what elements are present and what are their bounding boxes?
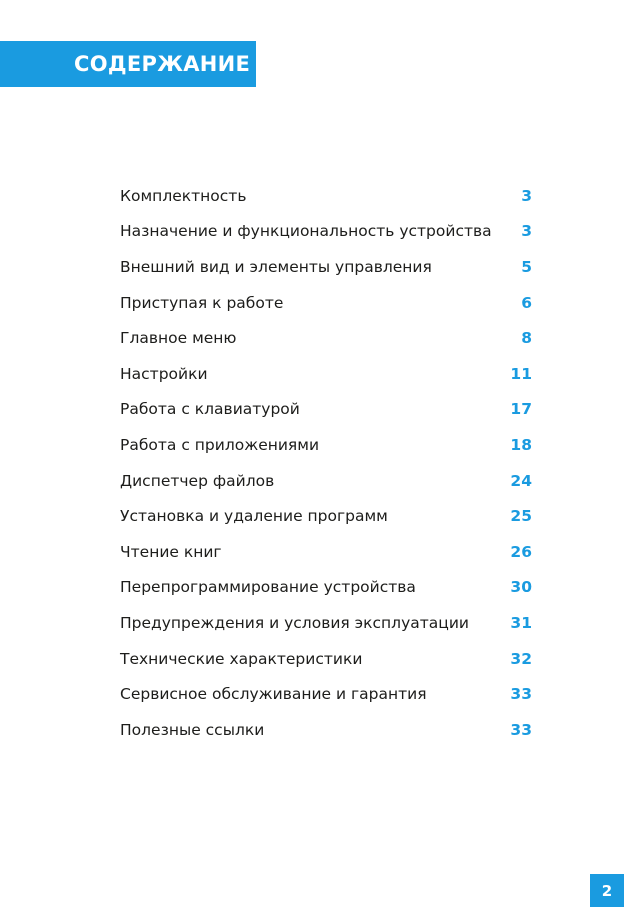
- toc-entry-page[interactable]: 18: [510, 435, 532, 454]
- toc-row[interactable]: [120, 320, 532, 356]
- toc-entry-page[interactable]: 8: [521, 329, 532, 348]
- toc-row[interactable]: [120, 605, 532, 641]
- toc-entry-label[interactable]: Технические характеристики: [120, 649, 363, 668]
- toc-entry-label[interactable]: Назначение и функциональность устройства: [120, 222, 492, 241]
- toc-entry-label[interactable]: Внешний вид и элементы управления: [120, 257, 432, 276]
- table-of-contents: [120, 178, 532, 748]
- toc-entry-label[interactable]: Комплектность: [120, 186, 247, 205]
- toc-entry-page[interactable]: 3: [521, 222, 532, 241]
- toc-entry-page[interactable]: 26: [510, 542, 532, 561]
- page-title: СОДЕРЖАНИЕ: [74, 52, 251, 76]
- toc-entry-label[interactable]: Настройки: [120, 364, 208, 383]
- toc-row[interactable]: [120, 641, 532, 677]
- toc-row[interactable]: [120, 534, 532, 570]
- toc-row[interactable]: [120, 712, 532, 748]
- toc-entry-page[interactable]: 32: [510, 649, 532, 668]
- toc-row[interactable]: [120, 427, 532, 463]
- toc-entry-label[interactable]: Предупреждения и условия эксплуатации: [120, 613, 469, 632]
- toc-entry-page[interactable]: 17: [510, 400, 532, 419]
- page-number: 2: [601, 881, 613, 900]
- toc-entry-page[interactable]: 5: [521, 257, 532, 276]
- toc-entry-label[interactable]: Приступая к работе: [120, 293, 284, 312]
- toc-entry-label[interactable]: Работа с клавиатурой: [120, 400, 300, 419]
- toc-row[interactable]: [120, 285, 532, 321]
- toc-row[interactable]: [120, 392, 532, 428]
- toc-entry-label[interactable]: Диспетчер файлов: [120, 471, 275, 490]
- toc-entry-label[interactable]: Перепрограммирование устройства: [120, 578, 416, 597]
- toc-entry-label[interactable]: Сервисное обслуживание и гарантия: [120, 685, 427, 704]
- toc-row[interactable]: [120, 214, 532, 250]
- toc-row[interactable]: [120, 498, 532, 534]
- toc-entry-page[interactable]: 11: [510, 364, 532, 383]
- toc-entry-page[interactable]: 33: [510, 685, 532, 704]
- toc-row[interactable]: [120, 676, 532, 712]
- toc-row[interactable]: [120, 178, 532, 214]
- toc-entry-page[interactable]: 3: [521, 186, 532, 205]
- toc-entry-page[interactable]: 6: [521, 293, 532, 312]
- toc-entry-page[interactable]: 33: [510, 720, 532, 739]
- toc-row[interactable]: [120, 356, 532, 392]
- toc-entry-page[interactable]: 30: [510, 578, 532, 597]
- toc-entry-label[interactable]: Установка и удаление программ: [120, 507, 388, 526]
- toc-row[interactable]: [120, 463, 532, 499]
- toc-row[interactable]: [120, 249, 532, 285]
- page-number-badge: [590, 874, 624, 907]
- toc-entry-page[interactable]: 24: [510, 471, 532, 490]
- toc-entry-label[interactable]: Работа с приложениями: [120, 435, 320, 454]
- toc-entry-label[interactable]: Чтение книг: [120, 542, 222, 561]
- toc-entry-label[interactable]: Главное меню: [120, 329, 237, 348]
- toc-entry-page[interactable]: 31: [510, 613, 532, 632]
- section-header: [0, 41, 256, 87]
- toc-row[interactable]: [120, 570, 532, 606]
- toc-entry-label[interactable]: Полезные ссылки: [120, 720, 265, 739]
- toc-entry-page[interactable]: 25: [510, 507, 532, 526]
